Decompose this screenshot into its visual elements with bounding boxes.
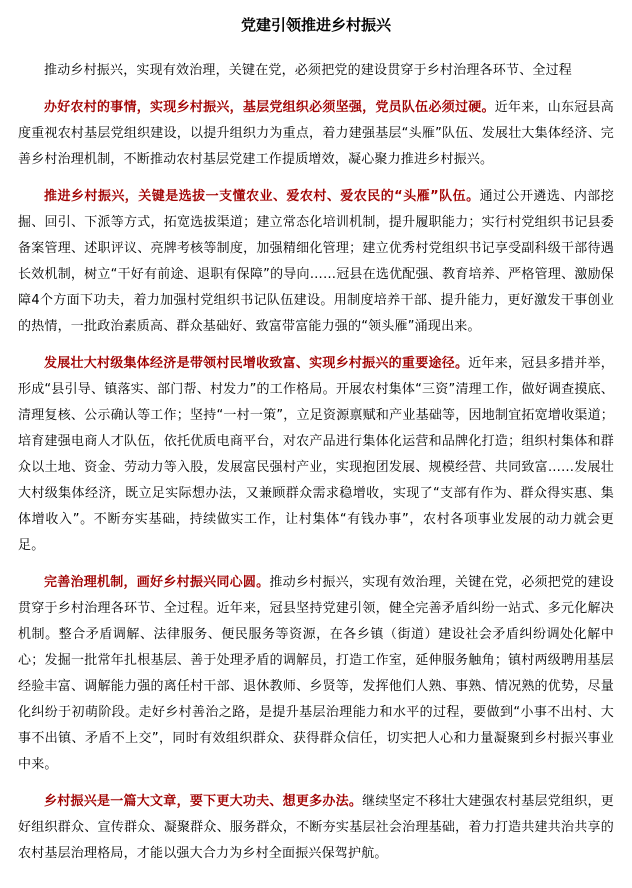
paragraph-conclusion (18, 789, 614, 867)
paragraph-lead: 乡村振兴是一篇大文章，要下更大功夫、想更多办法。 (44, 794, 363, 809)
paragraph-body: 推动乡村振兴，实现有效治理，关键在党，必须把党的建设贯穿于乡村治理各环节、全过程。近年来，冠县坚持党建引领，健全完善矛盾纠纷一站式、多元化解决机制。整合矛盾调解、法律服务、便民服务等资源，在各乡镇（街道）建设社会矛盾纠纷调处化解中心；发掘一批常年扎根基层、善于处理矛盾的调解员，打造工作室，延伸服务触角；镇村两级聘用基层经验丰富、调解能力强的离任村干部、退休教师、乡贤等，发挥他们人熟、事熟、情况熟的优势，尽量化纠纷于初萌阶段。走好乡村善治之路，是提升基层治理能力和水平的过程，要做到“小事不出村、大事不出镇、矛盾不上交”，同时有效组织群众、获得群众信任，切实把人心和力量凝聚到乡村振兴事业中来。 (18, 575, 614, 772)
paragraph-intro (18, 58, 614, 84)
paragraph-governance-mechanism (18, 570, 614, 778)
paragraph-collective-economy (18, 351, 614, 559)
paragraph-lead: 推进乡村振兴，关键是选拔一支懂农业、爱农村、爱农民的“头雁”队伍。 (44, 189, 480, 204)
paragraph-overview (18, 95, 614, 173)
paragraph-body: 近年来，冠县多措并举，形成“县引导、镇落实、部门帮、村发力”的工作格局。开展农村集体“三资”清理工作，做好调查摸底、清理复核、公示确认等工作；坚持“一村一策”，立足资源禀赋和产业基础等，因地制宜拓宽增收渠道；培育建强电商人才队伍，依托优质电商平台，对农产品进行集体化运营和品牌化打造；组织村集体和群众以土地、资金、劳动力等入股，发展富民强村产业，实现抱团发展、规模经营、共同致富……发展壮大村级集体经济，既立足实际想办法，又兼顾群众需求稳增收，实现了“支部有作为、群众得实惠、集体增收入”。不断夯实基础，持续做实工作，让村集体“有钱办事”，农村各项事业发展的动力就会更足。 (18, 356, 615, 553)
paragraph-body: 通过公开遴选、内部挖掘、回引、下派等方式，拓宽选拔渠道；建立常态化培训机制，提升履职能力；实行村党组织书记县委备案管理、述职评议、亮牌考核等制度，加强精细化管理；建立优秀村党组织书记享受副科级干部待遇长效机制，树立“干好有前途、退职有保障”的导向……冠县在选优配强、教育培养、严格管理、激励保障4个方面下功夫，着力加强村党组织书记队伍建设。用制度培养干部、提升能力，更好激发干事创业的热情，一批政治素质高、群众基础好、致富带富能力强的“领头雁”涌现出来。 (18, 189, 614, 334)
paragraph-body: 继续坚定不移壮大建强农村基层党组织，更好组织群众、宣传群众、凝聚群众、服务群众，不断夯实基层社会治理基础，着力打造共建共治共享的农村基层治理格局，才能以强大合力为乡村全面振兴保驾护航。 (18, 794, 614, 861)
paragraph-lead: 办好农村的事情，实现乡村振兴，基层党组织必须坚强，党员队伍必须过硬。 (44, 100, 495, 115)
paragraph-lead: 发展壮大村级集体经济是带领村民增收致富、实现乡村振兴的重要途径。 (44, 356, 469, 371)
paragraph-touyan-team (18, 184, 614, 340)
paragraph-body: 推动乡村振兴，实现有效治理，关键在党，必须把党的建设贯穿于乡村治理各环节、全过程 (44, 63, 573, 78)
document-title: 党建引领推进乡村振兴 (240, 16, 391, 34)
paragraph-lead: 完善治理机制，画好乡村振兴同心圆。 (44, 575, 270, 590)
paragraph-body: 近年来，山东冠县高度重视农村基层党组织建设，以提升组织力为重点，着力建强基层“头雁”队伍、发展壮大集体经济、完善乡村治理机制，不断推动农村基层党建工作提质增效，凝心聚力推进乡村振兴。 (18, 100, 614, 167)
